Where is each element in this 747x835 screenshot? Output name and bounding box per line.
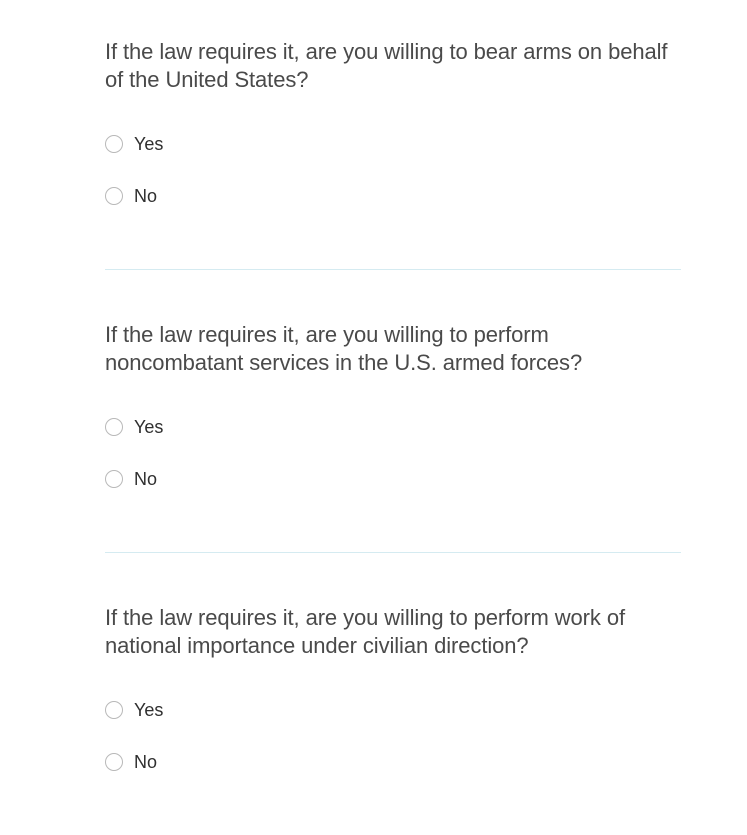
- option-yes[interactable]: [105, 118, 681, 170]
- option-label: No: [134, 468, 158, 489]
- question-text: If the law requires it, are you willing to bear arms on behalf of the United States?: [105, 39, 668, 92]
- section-divider: [105, 269, 681, 270]
- radio-group-bear-arms: [105, 118, 681, 222]
- option-no[interactable]: [105, 170, 681, 222]
- option-yes[interactable]: [105, 684, 681, 736]
- question-noncombatant: [105, 321, 681, 552]
- question-civilian-work: [105, 604, 681, 835]
- question-text: If the law requires it, are you willing to perform noncombatant services in the U.S. armed forces?: [105, 322, 583, 375]
- radio-button[interactable]: [105, 418, 123, 436]
- section-divider: [105, 552, 681, 553]
- questionnaire-form: [105, 38, 681, 835]
- option-label: No: [134, 185, 158, 206]
- radio-button[interactable]: [105, 187, 123, 205]
- question-bear-arms: [105, 38, 681, 269]
- radio-button[interactable]: [105, 701, 123, 719]
- option-no[interactable]: [105, 736, 681, 788]
- radio-group-civilian-work: [105, 684, 681, 788]
- option-label: Yes: [134, 699, 164, 720]
- option-label: No: [134, 751, 158, 772]
- option-label: Yes: [134, 133, 164, 154]
- option-label: Yes: [134, 416, 164, 437]
- radio-button[interactable]: [105, 753, 123, 771]
- radio-button[interactable]: [105, 135, 123, 153]
- option-no[interactable]: [105, 453, 681, 505]
- radio-group-noncombatant: [105, 401, 681, 505]
- radio-button[interactable]: [105, 470, 123, 488]
- question-text: If the law requires it, are you willing to perform work of national importance under civilian direction?: [105, 605, 625, 658]
- option-yes[interactable]: [105, 401, 681, 453]
